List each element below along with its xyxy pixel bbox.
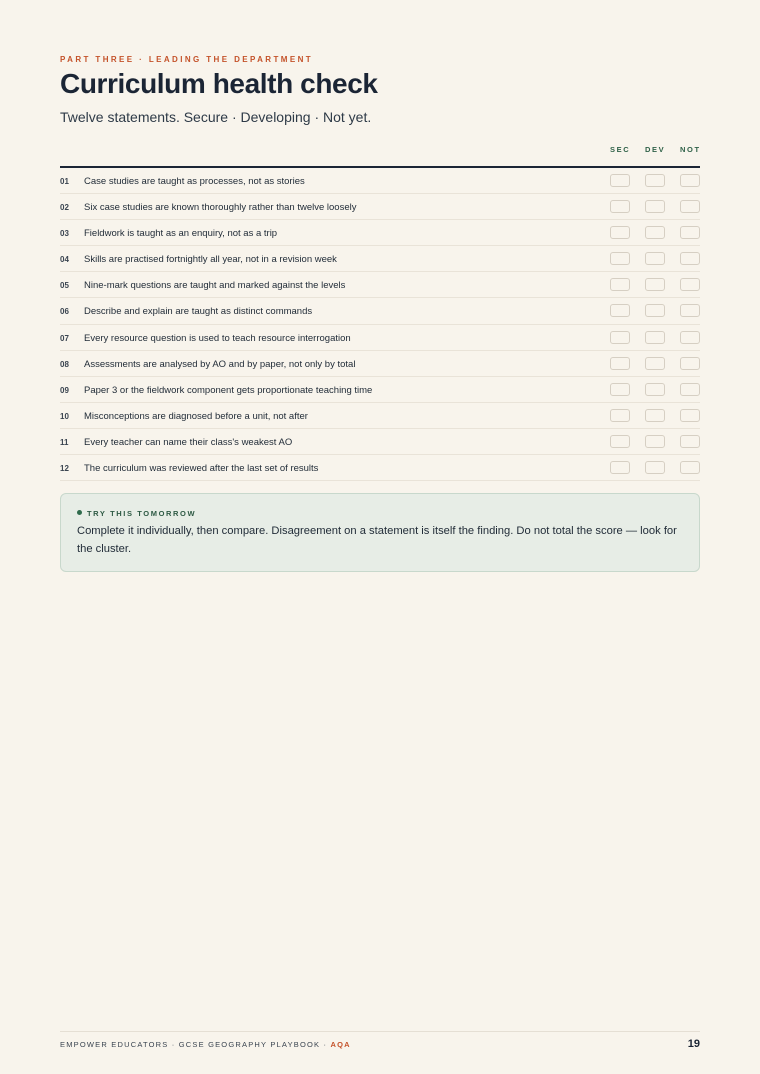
developing-checkbox[interactable] — [645, 461, 665, 474]
statement-text: Assessments are analysed by AO and by paper, not only by total — [84, 358, 356, 370]
statement-text: Describe and explain are taught as distinct commands — [84, 306, 313, 318]
statement-text: Every resource question is used to teach resource interrogation — [84, 332, 351, 344]
secure-checkbox[interactable] — [610, 461, 630, 474]
footer-publication: EMPOWER EDUCATORS · GCSE GEOGRAPHY PLAYBOOK · — [60, 1040, 331, 1049]
bullet-dot-icon — [77, 510, 82, 515]
not-yet-checkbox[interactable] — [680, 435, 700, 448]
column-headers — [608, 145, 700, 155]
statement-number: 03 — [60, 229, 69, 239]
developing-checkbox[interactable] — [645, 278, 665, 291]
page-number: 19 — [687, 1038, 700, 1050]
developing-checkbox[interactable] — [645, 174, 665, 187]
not-yet-checkbox[interactable] — [680, 331, 700, 344]
statement-text: Fieldwork is taught as an enquiry, not as a trip — [84, 228, 278, 240]
statement-text: The curriculum was reviewed after the last set of results — [84, 463, 319, 475]
table-row — [60, 168, 700, 194]
statement-text: Nine-mark questions are taught and marked against the levels — [84, 280, 346, 292]
statement-number: 08 — [60, 359, 69, 369]
not-yet-checkbox[interactable] — [680, 409, 700, 422]
not-yet-checkbox[interactable] — [680, 174, 700, 187]
section-eyebrow: PART THREE · LEADING THE DEPARTMENT — [60, 55, 314, 64]
statement-number: 01 — [60, 177, 69, 186]
secure-checkbox[interactable] — [610, 304, 630, 317]
footer-rule — [60, 1031, 700, 1032]
statement-text: Paper 3 or the fieldwork component gets proportionate teaching time — [84, 384, 373, 396]
not-yet-checkbox[interactable] — [680, 357, 700, 370]
statement-text: Case studies are taught as processes, not as stories — [84, 176, 305, 187]
statement-text: Every teacher can name their class's weakest AO — [84, 436, 293, 448]
secure-checkbox[interactable] — [610, 200, 630, 213]
statement-number: 10 — [60, 411, 69, 421]
secure-checkbox[interactable] — [610, 409, 630, 422]
developing-checkbox[interactable] — [645, 357, 665, 370]
not-yet-checkbox[interactable] — [680, 461, 700, 474]
table-row — [60, 246, 700, 272]
tip-callout — [60, 493, 700, 572]
table-row — [60, 377, 700, 403]
page — [60, 0, 700, 1074]
secure-checkbox[interactable] — [610, 435, 630, 448]
developing-checkbox[interactable] — [645, 304, 665, 317]
tip-label-text: TRY THIS TOMORROW — [87, 509, 197, 518]
page-title: Curriculum health check — [60, 68, 378, 99]
statement-number: 12 — [60, 464, 69, 474]
table-row — [60, 429, 700, 455]
column-header-secure: SEC — [610, 145, 631, 154]
statement-number: 06 — [60, 307, 69, 317]
developing-checkbox[interactable] — [645, 383, 665, 396]
secure-checkbox[interactable] — [610, 278, 630, 291]
secure-checkbox[interactable] — [610, 252, 630, 265]
statement-text: Misconceptions are diagnosed before a unit, not after — [84, 410, 308, 422]
tip-body: Complete it individually, then compare. Disagreement on a statement is itself the finding. Do not total the score — look for the cluster. — [77, 525, 677, 555]
not-yet-checkbox[interactable] — [680, 383, 700, 396]
tip-label — [77, 509, 196, 518]
secure-checkbox[interactable] — [610, 174, 630, 187]
page-subtitle: Twelve statements. Secure · Developing · Not yet. — [60, 109, 372, 125]
secure-checkbox[interactable] — [610, 357, 630, 370]
secure-checkbox[interactable] — [610, 331, 630, 344]
footer-board: AQA — [330, 1040, 351, 1049]
not-yet-checkbox[interactable] — [680, 252, 700, 265]
statement-number: 09 — [60, 385, 69, 395]
table-row — [60, 403, 700, 429]
statement-number: 04 — [60, 255, 69, 265]
not-yet-checkbox[interactable] — [680, 278, 700, 291]
statement-number: 11 — [60, 437, 69, 447]
table-row — [60, 455, 700, 481]
developing-checkbox[interactable] — [645, 252, 665, 265]
statement-number: 05 — [60, 281, 69, 291]
not-yet-checkbox[interactable] — [680, 200, 700, 213]
footer-running-title — [60, 1040, 351, 1049]
table-row — [60, 351, 700, 377]
statement-number: 07 — [60, 333, 69, 343]
developing-checkbox[interactable] — [645, 331, 665, 344]
secure-checkbox[interactable] — [610, 226, 630, 239]
table-row — [60, 298, 700, 324]
column-header-developing: DEV — [645, 145, 666, 154]
secure-checkbox[interactable] — [610, 383, 630, 396]
statement-number: 02 — [60, 203, 69, 213]
statement-table — [60, 168, 700, 481]
statement-text: Skills are practised fortnightly all year, not in a revision week — [84, 254, 337, 266]
not-yet-checkbox[interactable] — [680, 226, 700, 239]
column-header-not-yet: NOT — [680, 145, 701, 154]
table-row — [60, 220, 700, 246]
developing-checkbox[interactable] — [645, 435, 665, 448]
developing-checkbox[interactable] — [645, 226, 665, 239]
table-row — [60, 194, 700, 220]
developing-checkbox[interactable] — [645, 409, 665, 422]
not-yet-checkbox[interactable] — [680, 304, 700, 317]
table-row — [60, 325, 700, 351]
developing-checkbox[interactable] — [645, 200, 665, 213]
table-row — [60, 272, 700, 298]
statement-text: Six case studies are known thoroughly rather than twelve loosely — [84, 202, 357, 214]
